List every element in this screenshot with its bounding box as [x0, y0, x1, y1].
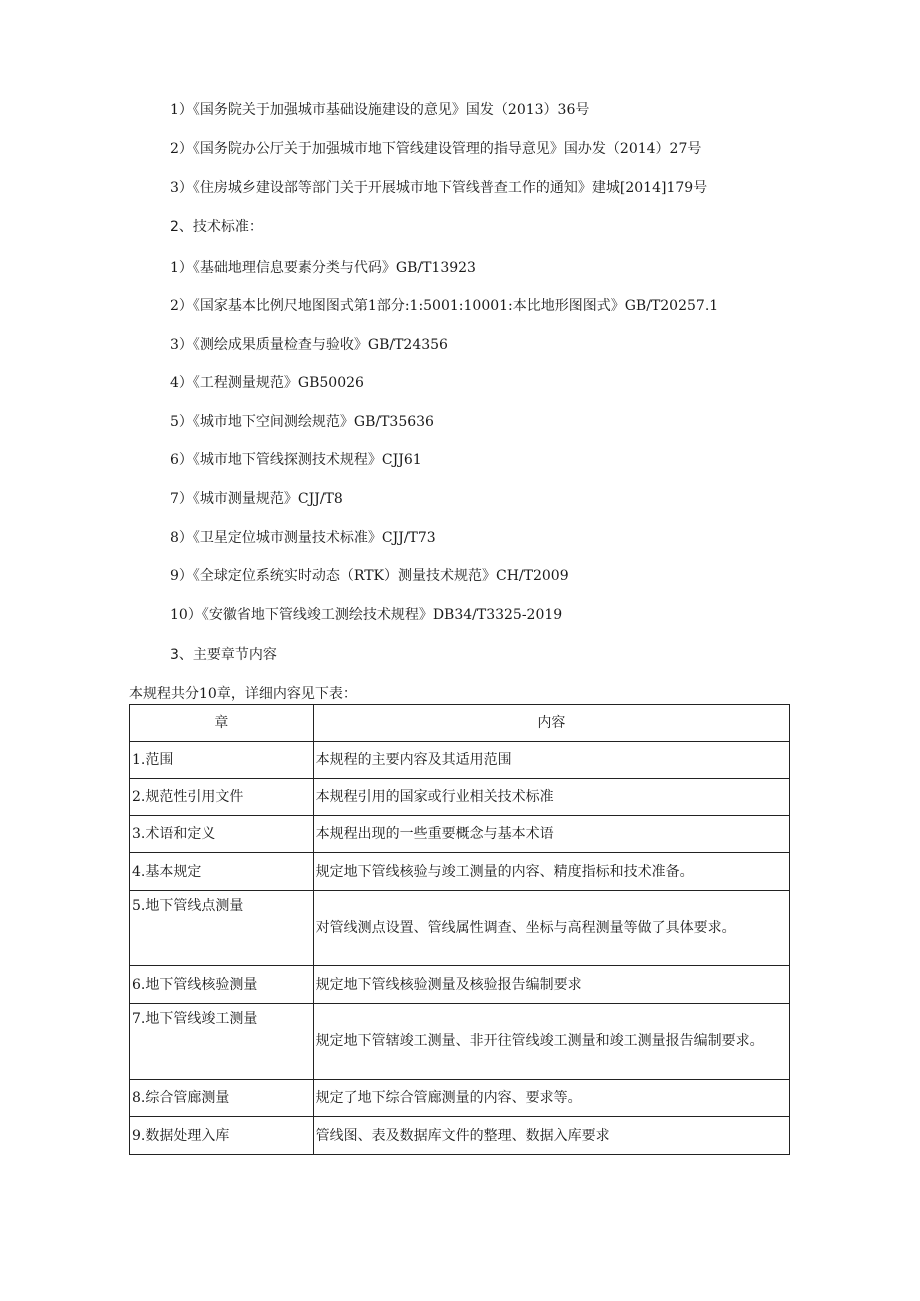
chapter-cell: 8.综合管廊测量	[130, 1080, 314, 1117]
section-3-heading: 3、主要章节内容	[170, 647, 277, 663]
chapter-cell: 3.术语和定义	[130, 816, 314, 853]
chapter-cell: 4.基本规定	[130, 853, 314, 891]
standard-item: 9）《全球定位系统实时动态（RTK）测量技术规范》CH/T2009	[170, 568, 569, 584]
content-cell: 规定地下管辖竣工测量、非开往管线竣工测量和竣工测量报告编制要求。	[313, 1004, 789, 1080]
table-row	[130, 853, 790, 891]
chapter-cell: 1.范围	[130, 742, 314, 779]
header-chapter: 章	[130, 705, 314, 742]
table-row	[130, 816, 790, 853]
standard-item: 7）《城市测量规范》CJJ/T8	[170, 491, 343, 507]
standard-item: 6）《城市地下管线探测技术规程》CJJ61	[170, 452, 422, 468]
standard-item: 10）《安徽省地下管线竣工测绘技术规程》DB34/T3325-2019	[170, 607, 563, 623]
standard-item: 2）《国家基本比例尺地图图式第1部分:1:5001:10001:本比地形图图式》GB/T20257.1	[170, 298, 719, 314]
content-cell: 本规程的主要内容及其适用范围	[313, 742, 789, 779]
chapter-cell: 7.地下管线竣工测量	[130, 1004, 314, 1080]
reference-item: 2）《国务院办公厅关于加强城市地下管线建设管理的指导意见》国办发（2014）27号	[170, 141, 702, 157]
table-header-row	[130, 705, 790, 742]
chapter-cell: 6.地下管线核验测量	[130, 966, 314, 1004]
content-cell: 规定了地下综合管廊测量的内容、要求等。	[313, 1080, 789, 1117]
chapter-cell: 2.规范性引用文件	[130, 779, 314, 816]
chapter-cell: 9.数据处理入库	[130, 1117, 314, 1155]
standard-item: 4）《工程测量规范》GB50026	[170, 375, 364, 391]
standard-item: 1）《基础地理信息要素分类与代码》GB/T13923	[170, 260, 476, 276]
section-2-heading: 2、技术标准：	[170, 219, 263, 235]
table-row	[130, 891, 790, 966]
chapter-cell: 5.地下管线点测量	[130, 891, 314, 966]
standard-item: 8）《卫星定位城市测量技术标准》CJJ/T73	[170, 530, 436, 546]
content-cell: 规定地下管线核验与竣工测量的内容、精度指标和技术准备。	[313, 853, 789, 891]
content-cell: 对管线测点设置、管线属性调查、坐标与高程测量等做了具体要求。	[313, 891, 789, 966]
content-cell: 本规程出现的一些重要概念与基本术语	[313, 816, 789, 853]
table-row	[130, 1117, 790, 1155]
standard-item: 5）《城市地下空间测绘规范》GB/T35636	[170, 414, 434, 430]
table-row	[130, 742, 790, 779]
content-cell: 规定地下管线核验测量及核验报告编制要求	[313, 966, 789, 1004]
header-content: 内容	[313, 705, 789, 742]
content-cell: 管线图、表及数据库文件的整理、数据入库要求	[313, 1117, 789, 1155]
reference-item: 3）《住房城乡建设部等部门关于开展城市地下管线普查工作的通知》建城[2014]179号	[170, 180, 708, 196]
table-row	[130, 1080, 790, 1117]
table-row	[130, 1004, 790, 1080]
content-cell: 本规程引用的国家或行业相关技术标准	[313, 779, 789, 816]
standard-item: 3）《测绘成果质量检查与验收》GB/T24356	[170, 337, 448, 353]
table-row	[130, 966, 790, 1004]
chapter-table	[129, 704, 790, 1155]
reference-item: 1）《国务院关于加强城市基础设施建设的意见》国发（2013）36号	[170, 102, 590, 118]
table-row	[130, 779, 790, 816]
table-intro: 本规程共分10章，详细内容见下表：	[129, 686, 357, 702]
